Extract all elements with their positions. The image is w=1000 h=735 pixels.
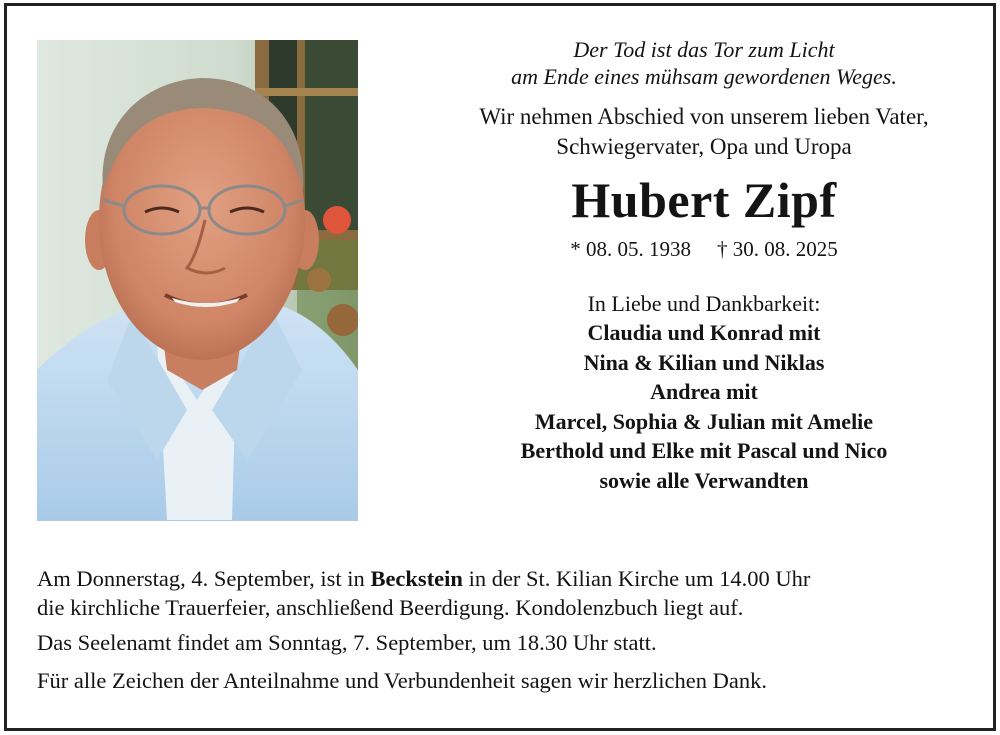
funeral-text-start: Am Donnerstag, 4. September, ist in <box>37 566 371 591</box>
birth-date: * 08. 05. 1938 <box>570 237 691 261</box>
family-list <box>405 318 1000 495</box>
intro-line: Wir nehmen Abschied von unserem lieben Vater, <box>479 104 929 129</box>
family-line: Marcel, Sophia & Julian mit Amelie <box>534 408 874 434</box>
portrait-photo <box>37 40 358 521</box>
death-date: † 30. 08. 2025 <box>717 237 838 261</box>
family-line: sowie alle Verwandten <box>599 467 809 493</box>
funeral-text-line2: die kirchliche Trauerfeier, anschließend Beerdigung. Kondolenzbuch liegt auf. <box>37 595 744 620</box>
funeral-text-end: in der St. Kilian Kirche um 14.00 Uhr <box>462 566 811 591</box>
love-line: In Liebe und Dankbarkeit: <box>587 291 821 316</box>
requiem-text: Das Seelenamt findet am Sonntag, 7. September, um 18.30 Uhr statt. <box>37 630 657 655</box>
funeral-place: Beckstein <box>370 566 463 591</box>
intro-text <box>405 102 1000 162</box>
life-dates <box>405 236 1000 262</box>
family-line: Nina & Kilian und Niklas <box>583 349 825 375</box>
motto-line: am Ende eines mühsam gewordenen Weges. <box>511 64 897 89</box>
funeral-text <box>37 564 967 622</box>
thanks-text: Für alle Zeichen der Anteilnahme und Verbundenheit sagen wir herzlichen Dank. <box>37 668 767 693</box>
family-line: Claudia und Konrad mit <box>587 320 821 345</box>
intro-line: Schwiegervater, Opa und Uropa <box>556 134 852 159</box>
family-line: Berthold und Elke mit Pascal und Nico <box>520 438 888 463</box>
service-info <box>37 564 967 695</box>
family-line: Andrea mit <box>650 379 758 404</box>
motto-line: Der Tod ist das Tor zum Licht <box>573 37 835 62</box>
notice-header <box>405 36 1000 495</box>
deceased-name: Hubert Zipf <box>571 172 837 228</box>
